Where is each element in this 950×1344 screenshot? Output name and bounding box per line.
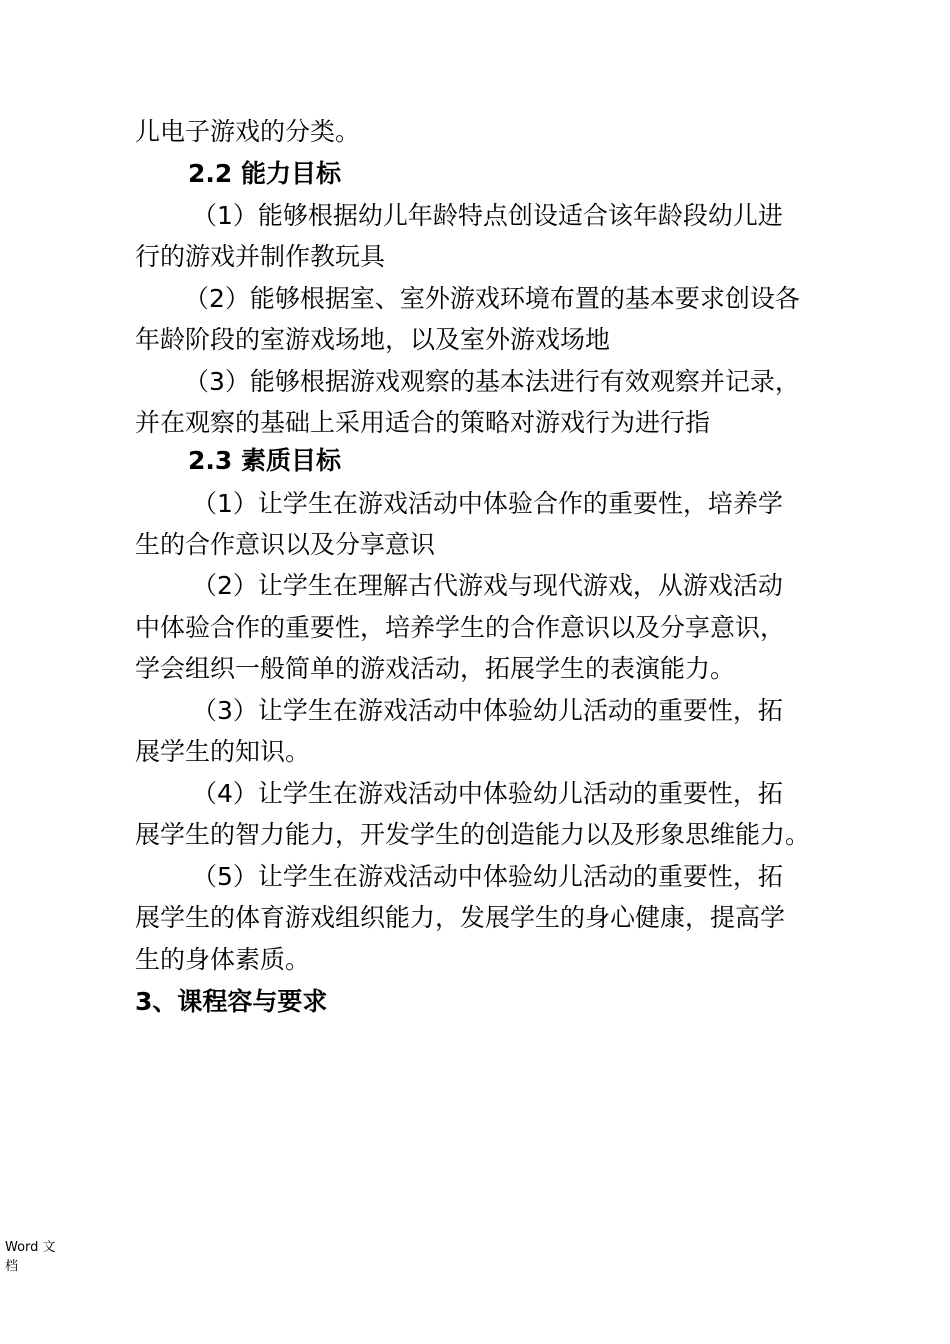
body-text-line: 中体验合作的重要性，培养学生的合作意识以及分享意识，: [135, 613, 786, 642]
section-heading-2-2: 2.2 能力目标: [188, 159, 341, 188]
body-text-line: （1）让学生在游戏活动中体验合作的重要性，培养学: [192, 489, 783, 518]
body-text-line: 行的游戏并制作教玩具: [135, 242, 386, 271]
body-text-line: 儿电子游戏的分类。: [135, 117, 361, 146]
footer-label-line1: Word 文: [5, 1240, 56, 1255]
body-text-line: （2）能够根据室、室外游戏环境布置的基本要求创设各: [184, 284, 800, 313]
section-heading-3: 3、课程容与要求: [135, 987, 328, 1016]
body-text-line: （1）能够根据幼儿年龄特点创设适合该年龄段幼儿进: [192, 201, 783, 230]
body-text-line: 展学生的智力能力，开发学生的创造能力以及形象思维能力。: [135, 820, 811, 849]
body-text-line: （5）让学生在游戏活动中体验幼儿活动的重要性，拓: [192, 862, 783, 891]
body-text-line: 生的合作意识以及分享意识: [135, 530, 436, 559]
footer-label-line2: 档: [5, 1259, 19, 1274]
body-text-line: 并在观察的基础上采用适合的策略对游戏行为进行指: [135, 408, 711, 437]
body-text-line: （3）让学生在游戏活动中体验幼儿活动的重要性，拓: [192, 696, 783, 725]
body-text-line: （3）能够根据游戏观察的基本法进行有效观察并记录，: [184, 367, 800, 396]
body-text-line: 学会组织一般简单的游戏活动，拓展学生的表演能力。: [135, 654, 736, 683]
body-text-line: 展学生的体育游戏组织能力，发展学生的身心健康，提高学: [135, 903, 786, 932]
body-text-line: 生的身体素质。: [135, 945, 311, 974]
body-text-line: 展学生的知识。: [135, 737, 311, 766]
body-text-line: （2）让学生在理解古代游戏与现代游戏，从游戏活动: [192, 571, 783, 600]
body-text-line: 年龄阶段的室游戏场地，以及室外游戏场地: [135, 325, 611, 354]
body-text-line: （4）让学生在游戏活动中体验幼儿活动的重要性，拓: [192, 779, 783, 808]
section-heading-2-3: 2.3 素质目标: [188, 446, 341, 475]
